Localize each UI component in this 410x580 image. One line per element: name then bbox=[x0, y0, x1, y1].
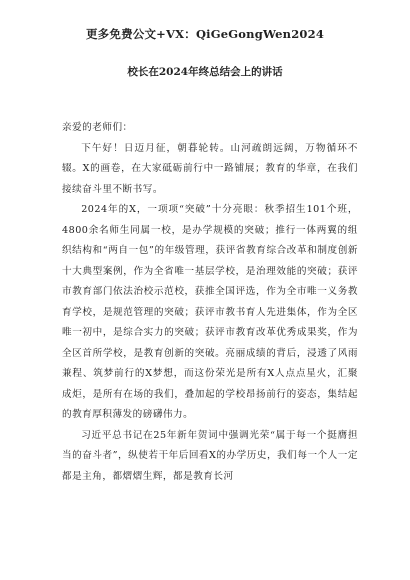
promo-header: 更多免费公文+VX：QiGeGongWen2024 bbox=[85, 27, 325, 41]
greeting: 亲爱的老师们： bbox=[62, 122, 133, 133]
paragraph-3: 习近平总书记在25年新年贺词中强调光荣“属于每一个挺膺担当的奋斗者”，纵使若干年后回看X的办学历史，我们每一个人一定都是主角，都熠熠生辉，都是教育长河 bbox=[62, 429, 358, 482]
document-title: 校长在2024年终总结会上的讲话 bbox=[127, 66, 283, 78]
paragraph-2: 2024年的X，一项项“突破”十分亮眼：秋季招生101个班，4800余名师生同属一校，是办学规模的突破；推行一体两翼的组织结构和“两自一包”的年级管理，获评省教育综合改革和制度创新十大典型案例，作为全省唯一基层学校，是治理效能的突破；获评市教育部门依法治校示范校，获推全国评选，作为全市唯一义务教育学校，是规范管理的突破；获评市教书育人先进集体，作为全区唯一初中，是综合实力的突破；获评市教育改革优秀成果奖，作为全区首所学校，是教育创新的突破。亮丽成绩的背后，浸透了风雨兼程、筑梦前行的X梦想，而这份荣光是所有X人点点星火，汇聚成炬，是所有在场的我们，叠加起的学校昂扬前行的姿态，集结起的教育厚积薄发的磅礴伟力。 bbox=[62, 204, 358, 420]
document-body bbox=[62, 118, 358, 487]
paragraph-1: 下午好！日迈月征，朝暮轮转。山河疏朗远阔，万物循环不辍。X的画卷，在大家砥砺前行中一路铺展；教育的华章，在我们接续奋斗里不断书写。 bbox=[62, 142, 358, 195]
